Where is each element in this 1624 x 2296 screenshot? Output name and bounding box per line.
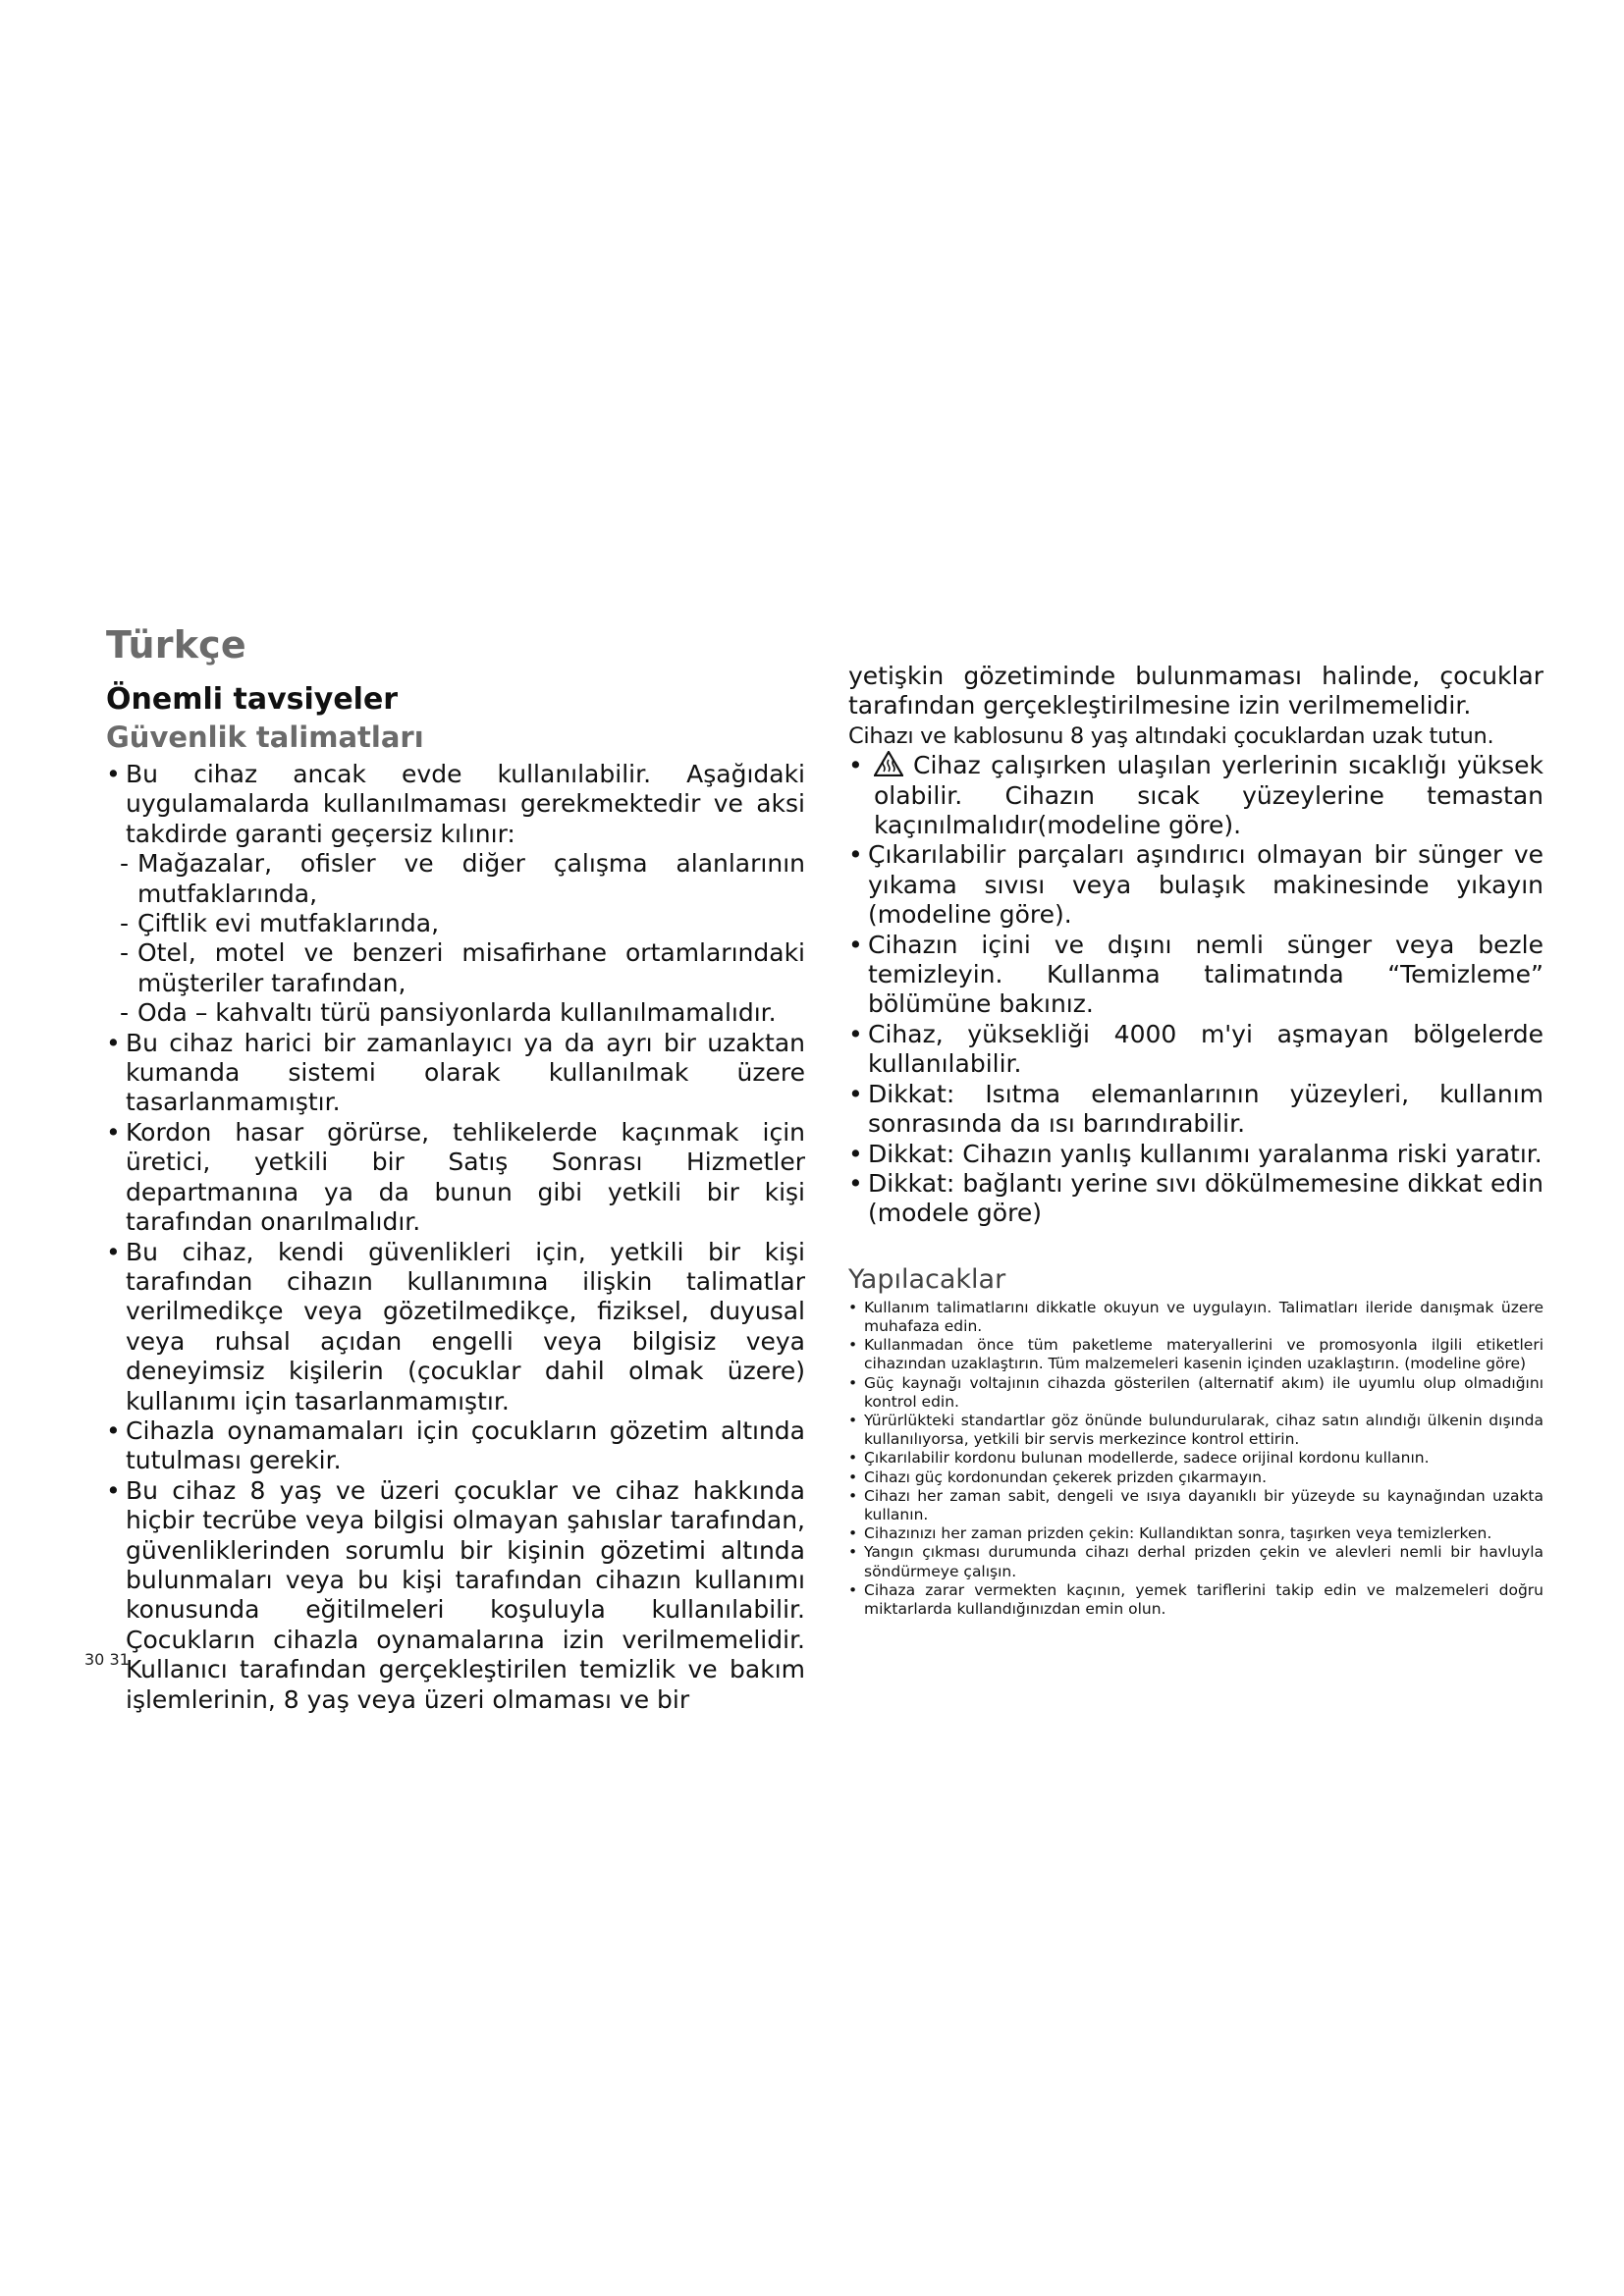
todo-item: • Kullanmadan önce tüm paketleme materyallerini ve promosyonla ilgili etiketleri cihazından uzaklaştırın. Tüm malzemeleri kasenin içinden uzaklaştırın. (modeline göre)	[848, 1336, 1543, 1373]
page-numbers: 30 31	[84, 1650, 130, 1669]
right-column	[848, 662, 1543, 1619]
exclusion-item-offices: - Mağazalar, ofisler ve diğer çalışma alanlarının mutfaklarında,	[106, 849, 805, 909]
exclusion-item-farmhouses: - Çiftlik evi mutfaklarında,	[106, 909, 805, 938]
todo-heading: Yapılacaklar	[848, 1263, 1006, 1295]
hot-surface-text: Cihaz çalışırken ulaşılan yerlerinin sıcaklığı yüksek olabilir. Cihazın sıcak yüzeylerine temastan kaçınılmalıdır(modeline göre).	[874, 751, 1543, 840]
todo-item: • Çıkarılabilir kordonu bulunan modellerde, sadece orijinal kordonu kullanın.	[848, 1449, 1543, 1468]
language-heading: Türkçe	[106, 623, 246, 667]
left-column	[106, 623, 805, 1715]
todo-item: • Kullanım talimatlarını dikkatle okuyun ve uygulayın. Talimatları ileride danışmak üzere muhafaza edin.	[848, 1299, 1543, 1336]
keep-away-notice: Cihazı ve kablosunu 8 yaş altındaki çocuklardan uzak tutun.	[848, 722, 1494, 749]
continued-text: yetişkin gözetiminde bulunmaması halinde, çocuklar tarafından gerçekleştirilmesine izin verilmemelidir.	[848, 662, 1543, 721]
todo-item: • Güç kaynağı voltajının cihazda gösterilen (alternatif akım) ile uyumlu olup olmadığını kontrol edin.	[848, 1374, 1543, 1412]
safety-item-children-supervision: • Cihazla oynamamaları için çocukların gözetim altında tutulması gerekir.	[106, 1416, 805, 1476]
hot-surface-warning-icon	[874, 751, 903, 776]
todo-item: • Cihazı güç kordonundan çekerek prizden çıkarmayın.	[848, 1468, 1543, 1487]
safety-item-disabled-persons: • Bu cihaz, kendi güvenlikleri için, yetkili bir kişi tarafından cihazın kullanımına ilişkin talimatlar verilmedikçe veya gözetilmedikçe, fiziksel, duyusal veya ruhsal açıdan engelli veya bilgisiz veya deneyimsiz kişilerin (çocuklar dahil olmak üzere) kullanımı için tasarlanmamıştır.	[106, 1238, 805, 1416]
todo-item: • Yangın çıkması durumunda cihazı derhal prizden çekin ve alevleri nemli bir havluyla söndürmeye çalışın.	[848, 1543, 1543, 1580]
safety-item-heating-elements: • Dikkat: Isıtma elemanlarının yüzeyleri, kullanım sonrasında da ısı barındırabilir.	[848, 1080, 1543, 1140]
todo-item: • Yürürlükteki standartlar göz önünde bulundurularak, cihaz satın alındığı ülkenin dışında kullanılıyorsa, yetkili bir servis merkezince kontrol ettirin.	[848, 1412, 1543, 1449]
exclusion-item-hotels: - Otel, motel ve benzeri misafirhane ortamlarındaki müşteriler tarafından,	[106, 938, 805, 998]
todo-item: • Cihazı her zaman sabit, dengeli ve ısıya dayanıklı bir yüzeyde su kaynağından uzakta kullanın.	[848, 1487, 1543, 1524]
exclusion-item-bed-breakfast: - Oda – kahvaltı türü pansiyonlarda kullanılmamalıdır.	[106, 998, 805, 1028]
section-subtitle: Güvenlik talimatları	[106, 721, 424, 754]
safety-item-home-use: • Bu cihaz ancak evde kullanılabilir. Aşağıdaki uygulamalarda kullanılmaması gerekmektedir ve aksi takdirde garanti geçersiz kılınır:	[106, 760, 805, 849]
safety-item-hot-surface	[848, 751, 1543, 840]
safety-item-cleaning: • Cihazın içini ve dışını nemli sünger veya bezle temizleyin. Kullanma talimatında “Temizleme” bölümüne bakınız.	[848, 931, 1543, 1020]
safety-item-altitude: • Cihaz, yüksekliği 4000 m'yi aşmayan bölgelerde kullanılabilir.	[848, 1020, 1543, 1080]
safety-item-misuse: • Dikkat: Cihazın yanlış kullanımı yaralanma riski yaratır.	[848, 1140, 1543, 1169]
safety-item-removable-parts: • Çıkarılabilir parçaları aşındırıcı olmayan bir sünger ve yıkama sıvısı veya bulaşık makinesinde yıkayın (modeline göre).	[848, 840, 1543, 930]
safety-item-cord: • Kordon hasar görürse, tehlikelerde kaçınmak için üretici, yetkili bir Satış Sonrası Hizmetler departmanına ya da bunun gibi yetkili bir kişi tarafından onarılmalıdır.	[106, 1118, 805, 1238]
safety-item-liquid: • Dikkat: bağlantı yerine sıvı dökülmemesine dikkat edin (modele göre)	[848, 1169, 1543, 1229]
safety-item-children-8-years: • Bu cihaz 8 yaş ve üzeri çocuklar ve cihaz hakkında hiçbir tecrübe veya bilgisi olmayan şahıslar tarafından, güvenliklerinden sorumlu bir kişinin gözetimi altında bulunmaları veya bu kişi tarafından cihazın kullanımı konusunda eğitilmeleri koşuluyla kullanılabilir. Çocukların cihazla oynamalarına izin verilmemelidir. Kullanıcı tarafından gerçekleştirilen temizlik ve bakım işlemlerinin, 8 yaş veya üzeri olmaması ve bir	[106, 1476, 805, 1715]
safety-item-timer: • Bu cihaz harici bir zamanlayıcı ya da ayrı bir uzaktan kumanda sistemi olarak kullanılmak üzere tasarlanmamıştır.	[106, 1029, 805, 1118]
bullet-mark: •	[848, 751, 863, 780]
todo-item: • Cihazınızı her zaman prizden çekin: Kullandıktan sonra, taşırken veya temizlerken.	[848, 1524, 1543, 1543]
todo-list	[848, 1299, 1543, 1619]
todo-item: • Cihaza zarar vermekten kaçının, yemek tariflerini takip edin ve malzemeleri doğru miktarlarda kullandığınızdan emin olun.	[848, 1581, 1543, 1619]
section-title: Önemli tavsiyeler	[106, 682, 399, 717]
